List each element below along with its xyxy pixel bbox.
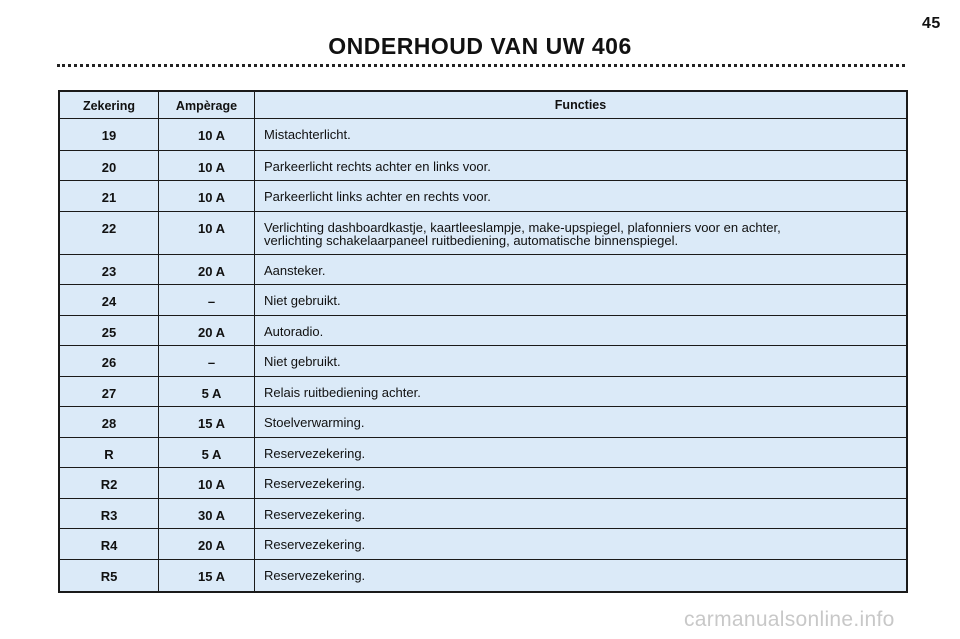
fuse-function: Reservezekering. xyxy=(264,537,366,552)
table-row xyxy=(60,498,906,529)
fuse-function: Autoradio. xyxy=(264,323,324,339)
amperage-value: 10 A xyxy=(198,220,225,236)
fuse-function: Parkeerlicht links achter en rechts voor. xyxy=(264,189,491,204)
fuse-function: Niet gebruikt. xyxy=(264,293,341,308)
fuse-number: R xyxy=(60,438,159,468)
fuse-function-line: Verlichting dashboardkastje, kaartleeslampje, make-upspiegel, plafonniers voor en achter, xyxy=(264,219,781,235)
table-row xyxy=(60,528,906,559)
watermark: carmanualsonline.info xyxy=(684,608,895,631)
amperage-value: 15 A xyxy=(198,416,225,431)
fuse-number: 20 xyxy=(60,151,159,181)
amperage-value: 20 A xyxy=(198,263,225,279)
amperage-value: 10 A xyxy=(198,190,225,205)
fuse-number: 19 xyxy=(60,119,159,150)
fuse-amperage xyxy=(159,151,255,181)
fuse-number: 24 xyxy=(60,285,159,315)
amperage-value: 15 A xyxy=(198,568,225,584)
fuse-function: Reservezekering. xyxy=(264,567,366,583)
column-header-amperage: Ampèrage xyxy=(159,92,255,118)
fuse-function: Reservezekering. xyxy=(264,506,366,522)
fuse-number: R4 xyxy=(60,529,159,559)
fuse-function: Aansteker. xyxy=(264,262,326,278)
fuse-amperage xyxy=(159,468,255,498)
table-row xyxy=(60,211,906,254)
fuse-function xyxy=(255,212,906,254)
fuse-amperage xyxy=(159,529,255,559)
amperage-value: 10 A xyxy=(198,159,225,175)
fuse-table xyxy=(58,90,908,593)
fuse-amperage xyxy=(159,346,255,376)
amperage-value: 10 A xyxy=(198,477,225,492)
fuse-number: 22 xyxy=(60,212,159,254)
fuse-function: Relais ruitbediening achter. xyxy=(264,384,421,400)
table-row xyxy=(60,467,906,498)
fuse-amperage xyxy=(159,255,255,285)
fuse-function-line: verlichting schakelaarpaneel ruitbediening, automatische binnenspiegel. xyxy=(264,232,679,248)
fuse-amperage xyxy=(159,499,255,529)
fuse-function: Mistachterlicht. xyxy=(264,127,351,142)
table-row xyxy=(60,437,906,468)
table-row xyxy=(60,150,906,181)
fuse-number: 21 xyxy=(60,181,159,211)
fuse-function: Parkeerlicht rechts achter en links voor. xyxy=(264,158,491,174)
table-row xyxy=(60,119,906,150)
table-row xyxy=(60,315,906,346)
fuse-amperage xyxy=(159,285,255,315)
amperage-value: 5 A xyxy=(201,446,222,462)
table-row xyxy=(60,376,906,407)
fuse-amperage xyxy=(159,377,255,407)
fuse-function: Reservezekering. xyxy=(264,445,366,461)
fuse-number: 28 xyxy=(60,407,159,437)
table-row xyxy=(60,345,906,376)
fuse-amperage xyxy=(159,407,255,437)
fuse-amperage xyxy=(159,316,255,346)
fuse-amperage xyxy=(159,438,255,468)
table-row xyxy=(60,559,906,591)
amperage-value: 30 A xyxy=(198,507,225,523)
amperage-value: 20 A xyxy=(198,538,225,553)
table-row xyxy=(60,284,906,315)
page-number: 45 xyxy=(922,15,941,32)
fuse-function: Niet gebruikt. xyxy=(264,354,341,369)
fuse-number: R5 xyxy=(60,560,159,591)
page-title: ONDERHOUD VAN UW 406 xyxy=(328,33,632,59)
table-row xyxy=(60,254,906,285)
fuse-amperage xyxy=(159,119,255,150)
fuse-number: 26 xyxy=(60,346,159,376)
amperage-value: 5 A xyxy=(201,385,222,401)
table-row xyxy=(60,406,906,437)
column-header-fuse: Zekering xyxy=(60,92,159,118)
fuse-amperage xyxy=(159,212,255,254)
amperage-value: – xyxy=(207,294,216,309)
table-row xyxy=(60,180,906,211)
dotted-divider xyxy=(57,64,905,67)
fuse-amperage xyxy=(159,560,255,591)
fuse-number: R3 xyxy=(60,499,159,529)
fuse-number: 25 xyxy=(60,316,159,346)
fuse-amperage xyxy=(159,181,255,211)
amperage-value: 10 A xyxy=(198,128,225,143)
fuse-function: Reservezekering. xyxy=(264,476,366,491)
fuse-number: 23 xyxy=(60,255,159,285)
amperage-value: 20 A xyxy=(198,324,225,340)
column-header-functions: Functies xyxy=(554,98,607,112)
table-header-row xyxy=(60,92,906,119)
amperage-value: – xyxy=(207,355,216,370)
fuse-function: Stoelverwarming. xyxy=(264,415,365,430)
fuse-number: R2 xyxy=(60,468,159,498)
fuse-number: 27 xyxy=(60,377,159,407)
